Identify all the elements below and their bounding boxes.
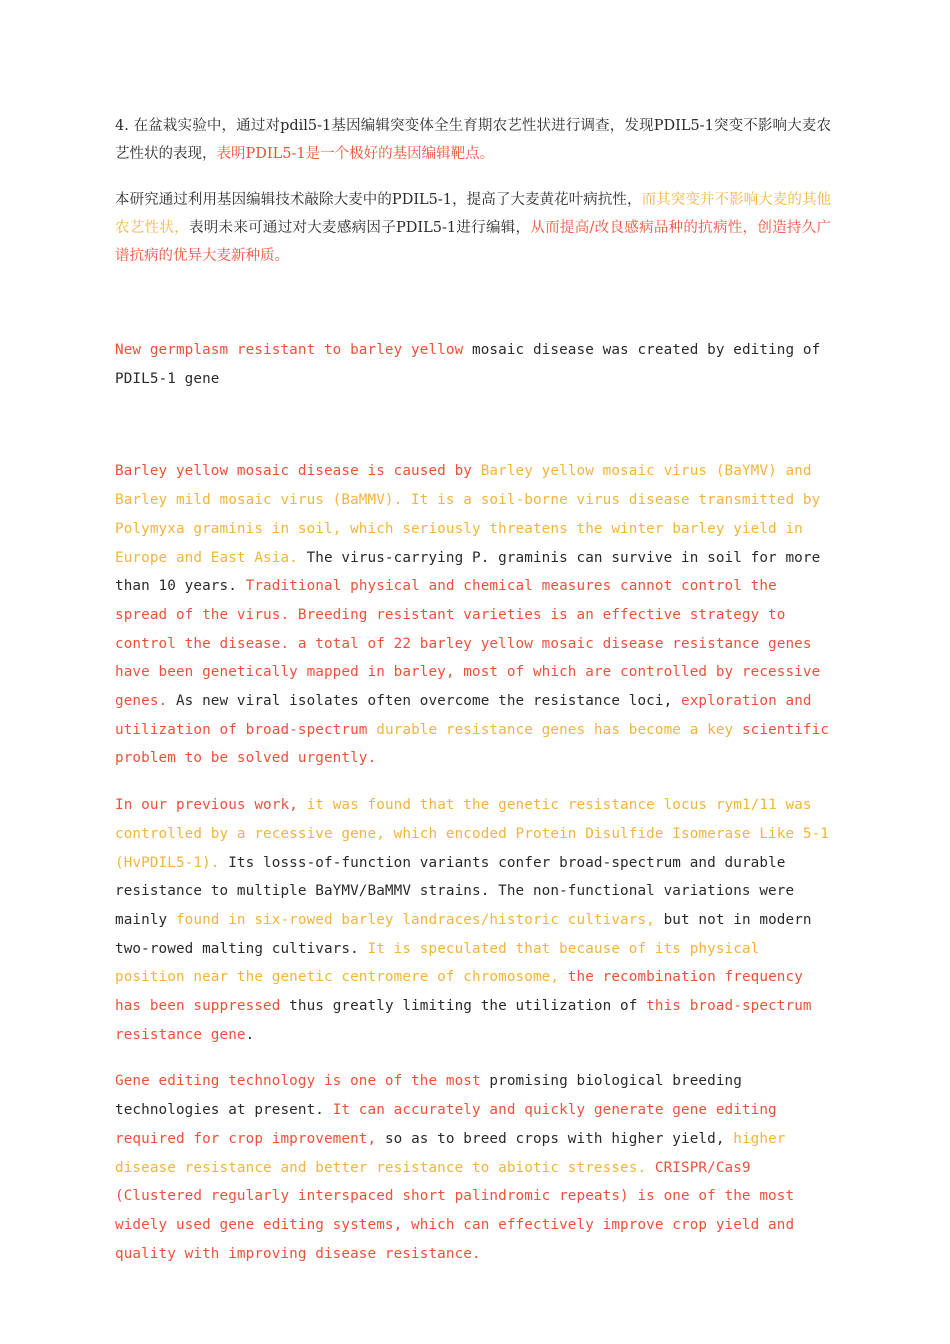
text-segment-blk: 表明未来可通过对大麦感病因子PDIL5-1进行编辑，	[188, 220, 531, 236]
text-segment-ylw: it was found that the genetic resistance locus rym1/11 was controlled by a recessive gene, which encoded Protein Disulfide Isomerase Like 5-1 (HvPDIL5-1).	[115, 797, 830, 871]
text-segment-red: In our previous work,	[115, 797, 307, 814]
text-segment-red: this broad-spectrum resistance gene	[115, 998, 812, 1043]
text-segment-red: Barley yellow mosaic disease is caused by	[115, 463, 481, 480]
text-segment-blk: mosaic disease was created by editing of PDIL5-1 gene	[115, 342, 821, 387]
text-segment-red: 表明PDIL5-1是一个极好的基因编辑靶点。	[216, 146, 495, 162]
text-segment-red: Traditional physical and chemical measures cannot control the spread of the virus. Breeding resistant varieties is an effective strategy to control the disease. a total of 22 barley yellow mosaic disease resistance genes have been genetically mapped in barley, most of which are controlled by recessive genes.	[115, 578, 821, 710]
text-segment-red: It can accurately and quickly generate gene editing required for crop improvement,	[115, 1102, 777, 1147]
text-segment-ylw: 而其突变并不影响大麦的其他农艺性状，	[115, 192, 832, 236]
text-segment-ylw: It is speculated that because of its physical position near the genetic centromere of chromosome,	[115, 940, 760, 986]
text-segment-ylw: durable resistance genes has become a key	[376, 721, 742, 738]
text-segment-red: the recombination frequency has been suppressed	[115, 969, 803, 1015]
paragraph-abstract-background	[115, 457, 831, 773]
text-segment-red: Gene editing technology is one of the most	[115, 1073, 490, 1090]
text-segment-blk: promising biological breeding technologies at present.	[115, 1073, 742, 1119]
text-segment-blk: 4. 在盆栽实验中，通过对pdil5-1基因编辑突变体全生育期农艺性状进行调查，发现PDIL5-1突变不影响大麦农艺性状的表现，	[115, 118, 831, 162]
text-segment-blk: .	[245, 1026, 255, 1043]
text-segment-blk: Its losss-of-function variants confer broad-spectrum and durable resistance to multiple BaYMV/BaMMV strains. The non-functional variations were mainly	[115, 854, 795, 928]
paragraph-abstract-gene-editing	[115, 1067, 831, 1268]
text-segment-red: 从而提高/改良感病品种的抗病性，创造持久广谱抗病的优异大麦新种质。	[115, 220, 831, 264]
paragraph-abstract-previous-work	[115, 791, 831, 1049]
text-segment-red: CRISPR/Cas9 (Clustered regularly interspaced short palindromic repeats) is one of the most widely used gene editing systems, which can effectively improve crop yield and quality with improving disease resistance.	[115, 1159, 795, 1262]
text-segment-red: New germplasm resistant to barley yellow	[115, 342, 473, 358]
document-page	[115, 112, 831, 1286]
paragraph-finding-4	[115, 112, 831, 168]
text-segment-blk: The virus-carrying P. graminis can survive in soil for more than 10 years.	[115, 549, 821, 595]
text-segment-blk: 本研究通过利用基因编辑技术敲除大麦中的PDIL5-1，提高了大麦黄花叶病抗性，	[115, 192, 642, 208]
text-segment-ylw: higher disease resistance and better resistance to abiotic stresses.	[115, 1130, 786, 1176]
paragraph-english-title	[115, 336, 831, 393]
text-segment-blk: but not in modern two-rowed malting cultivars.	[115, 911, 812, 957]
text-segment-blk: thus greatly limiting the utilization of	[280, 998, 647, 1015]
text-segment-ylw: Barley yellow mosaic virus (BaYMV) and Barley mild mosaic virus (BaMMV). It is a soil-borne virus disease transmitted by Polymyxa graminis in soil, which seriously threatens the winter barley yield in Europe and East Asia.	[115, 463, 821, 566]
paragraph-conclusion	[115, 186, 831, 270]
text-segment-blk: As new viral isolates often overcome the resistance loci,	[167, 693, 681, 710]
text-segment-ylw: found in six-rowed barley landraces/historic cultivars,	[175, 911, 655, 928]
text-segment-red: exploration and utilization of broad-spectrum	[115, 693, 812, 738]
text-segment-red: scientific problem to be solved urgently.	[115, 721, 830, 767]
text-segment-blk: so as to breed crops with higher yield,	[376, 1130, 734, 1147]
